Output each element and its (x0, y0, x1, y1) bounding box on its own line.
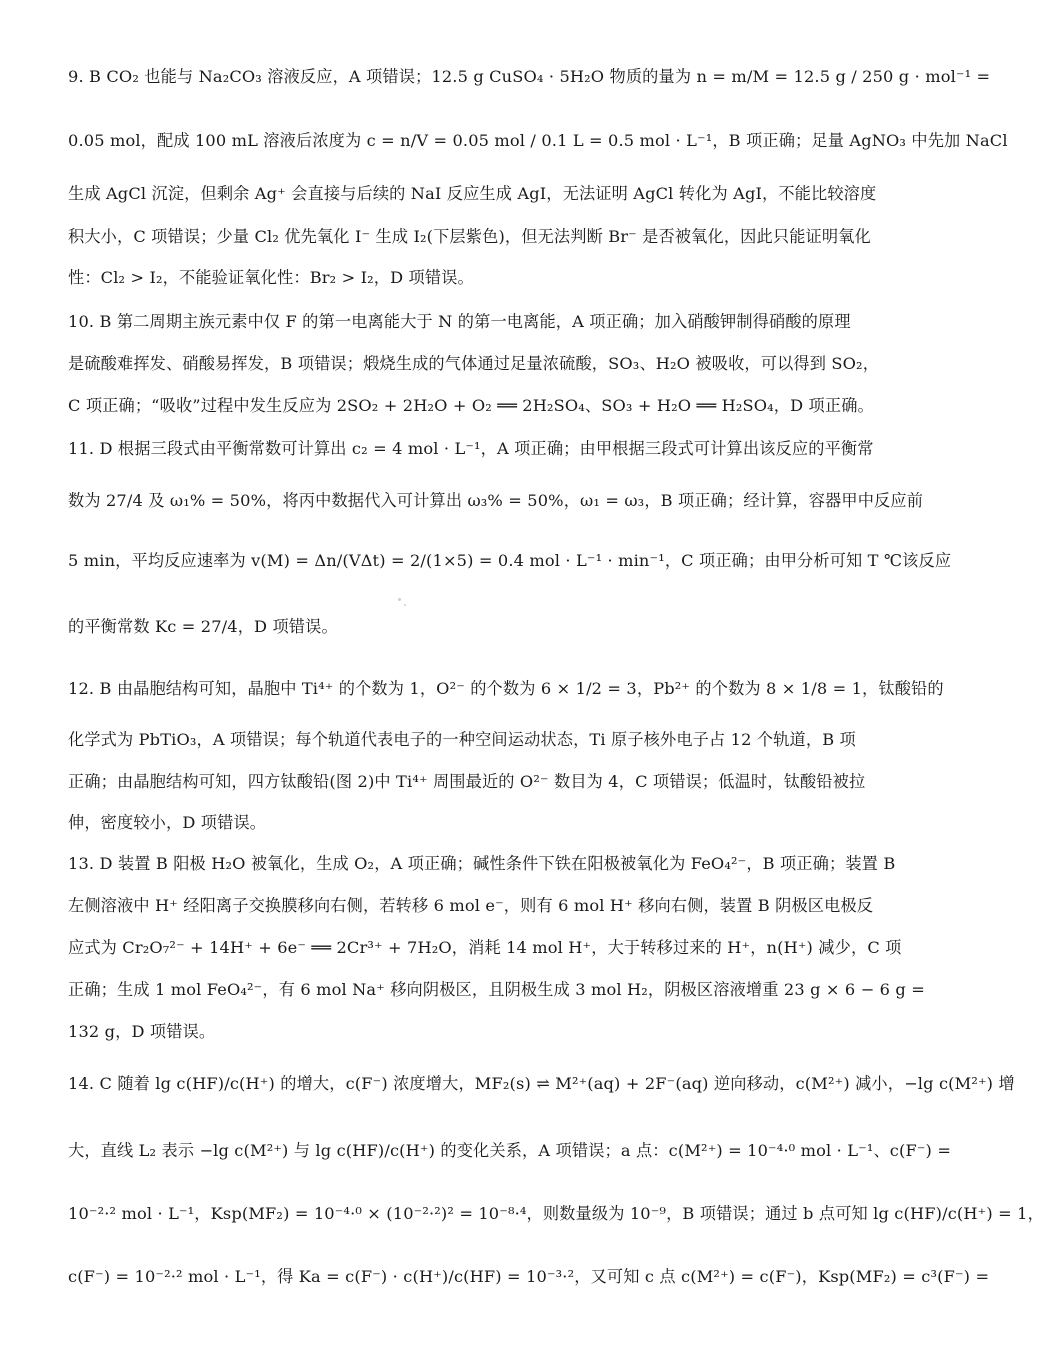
q13-line-4: 正确；生成 1 mol FeO₄²⁻，有 6 mol Na⁺ 移向阴极区，且阴极生成 3 mol H₂，阴极区溶液增重 23 g × 6 − 6 g = (68, 980, 925, 999)
q14-line-3: 10⁻²·² mol · L⁻¹，Ksp(MF₂) = 10⁻⁴·⁰ × (10⁻²·²)² = 10⁻⁸·⁴，则数量级为 10⁻⁹，B 项错误；通过 b 点可知 lg c(HF)/c(H⁺) = 1， (68, 1204, 1044, 1223)
q14-line-2: 大，直线 L₂ 表示 −lg c(M²⁺) 与 lg c(HF)/c(H⁺) 的变化关系，A 项错误；a 点：c(M²⁺) = 10⁻⁴·⁰ mol · L⁻¹、c(F⁻) = (68, 1141, 952, 1160)
q11-line-1: 11. D 根据三段式由平衡常数可计算出 c₂ = 4 mol · L⁻¹，A 项正确；由甲根据三段式可计算出该反应的平衡常 (68, 439, 874, 458)
q13-line-5: 132 g，D 项错误。 (68, 1022, 216, 1041)
q11-line-3: 5 min，平均反应速率为 v(M) = Δn/(VΔt) = 2/(1×5) = 0.4 mol · L⁻¹ · min⁻¹，C 项正确；由甲分析可知 T ℃该反应 (68, 551, 952, 570)
q9-line-4: 积大小，C 项错误；少量 Cl₂ 优先氧化 I⁻ 生成 I₂(下层紫色)，但无法判断 Br⁻ 是否被氧化，因此只能证明氧化 (68, 227, 871, 246)
q11-line-2: 数为 27/4 及 ω₁% = 50%，将丙中数据代入可计算出 ω₃% = 50%，ω₁ = ω₃，B 项正确；经计算，容器甲中反应前 (68, 491, 924, 510)
q12-line-3: 正确；由晶胞结构可知，四方钛酸铅(图 2)中 Ti⁴⁺ 周围最近的 O²⁻ 数目为 4，C 项错误；低温时，钛酸铅被拉 (68, 772, 866, 791)
q13-line-3: 应式为 Cr₂O₇²⁻ + 14H⁺ + 6e⁻ ══ 2Cr³⁺ + 7H₂O，消耗 14 mol H⁺，大于转移过来的 H⁺，n(H⁺) 减少，C 项 (68, 938, 902, 957)
scan-speck (398, 598, 401, 601)
q14-line-4: c(F⁻) = 10⁻²·² mol · L⁻¹，得 Ka = c(F⁻) · c(H⁺)/c(HF) = 10⁻³·²，又可知 c 点 c(M²⁺) = c(F⁻)，Ksp(MF₂) = c³(F⁻) = (68, 1267, 990, 1286)
q9-line-1: 9. B CO₂ 也能与 Na₂CO₃ 溶液反应，A 项错误；12.5 g CuSO₄ · 5H₂O 物质的量为 n = m/M = 12.5 g / 250 g · mol⁻¹ = (68, 67, 991, 86)
q9-line-2: 0.05 mol，配成 100 mL 溶液后浓度为 c = n/V = 0.05 mol / 0.1 L = 0.5 mol · L⁻¹，B 项正确；足量 AgNO₃ 中先加 NaCl (68, 131, 1008, 150)
q14-line-1: 14. C 随着 lg c(HF)/c(H⁺) 的增大，c(F⁻) 浓度增大，MF₂(s) ⇌ M²⁺(aq) + 2F⁻(aq) 逆向移动，c(M²⁺) 减小，−lg c(M²⁺) 增 (68, 1074, 1015, 1093)
scan-speck (404, 604, 406, 606)
q10-line-1: 10. B 第二周期主族元素中仅 F 的第一电离能大于 N 的第一电离能，A 项正确；加入硝酸钾制得硝酸的原理 (68, 312, 851, 331)
q12-line-2: 化学式为 PbTiO₃，A 项错误；每个轨道代表电子的一种空间运动状态，Ti 原子核外电子占 12 个轨道，B 项 (68, 730, 856, 749)
q13-line-1: 13. D 装置 B 阳极 H₂O 被氧化，生成 O₂，A 项正确；碱性条件下铁在阳极被氧化为 FeO₄²⁻，B 项正确；装置 B (68, 854, 896, 873)
q9-line-5: 性：Cl₂ > I₂，不能验证氧化性：Br₂ > I₂，D 项错误。 (68, 268, 474, 287)
q12-line-4: 伸，密度较小，D 项错误。 (68, 813, 267, 832)
q13-line-2: 左侧溶液中 H⁺ 经阳离子交换膜移向右侧，若转移 6 mol e⁻，则有 6 mol H⁺ 移向右侧，装置 B 阴极区电极反 (68, 896, 874, 915)
q9-line-3: 生成 AgCl 沉淀，但剩余 Ag⁺ 会直接与后续的 NaI 反应生成 AgI，无法证明 AgCl 转化为 AgI，不能比较溶度 (68, 184, 877, 203)
q12-line-1: 12. B 由晶胞结构可知，晶胞中 Ti⁴⁺ 的个数为 1，O²⁻ 的个数为 6 × 1/2 = 3，Pb²⁺ 的个数为 8 × 1/8 = 1，钛酸铅的 (68, 679, 944, 698)
q11-line-4: 的平衡常数 Kc = 27/4，D 项错误。 (68, 617, 338, 636)
q10-line-2: 是硫酸难挥发、硝酸易挥发，B 项错误；煅烧生成的气体通过足量浓硫酸，SO₃、H₂O 被吸收，可以得到 SO₂， (68, 354, 880, 373)
q10-line-3: C 项正确；“吸收”过程中发生反应为 2SO₂ + 2H₂O + O₂ ══ 2H₂SO₄、SO₃ + H₂O ══ H₂SO₄，D 项正确。 (68, 396, 874, 415)
